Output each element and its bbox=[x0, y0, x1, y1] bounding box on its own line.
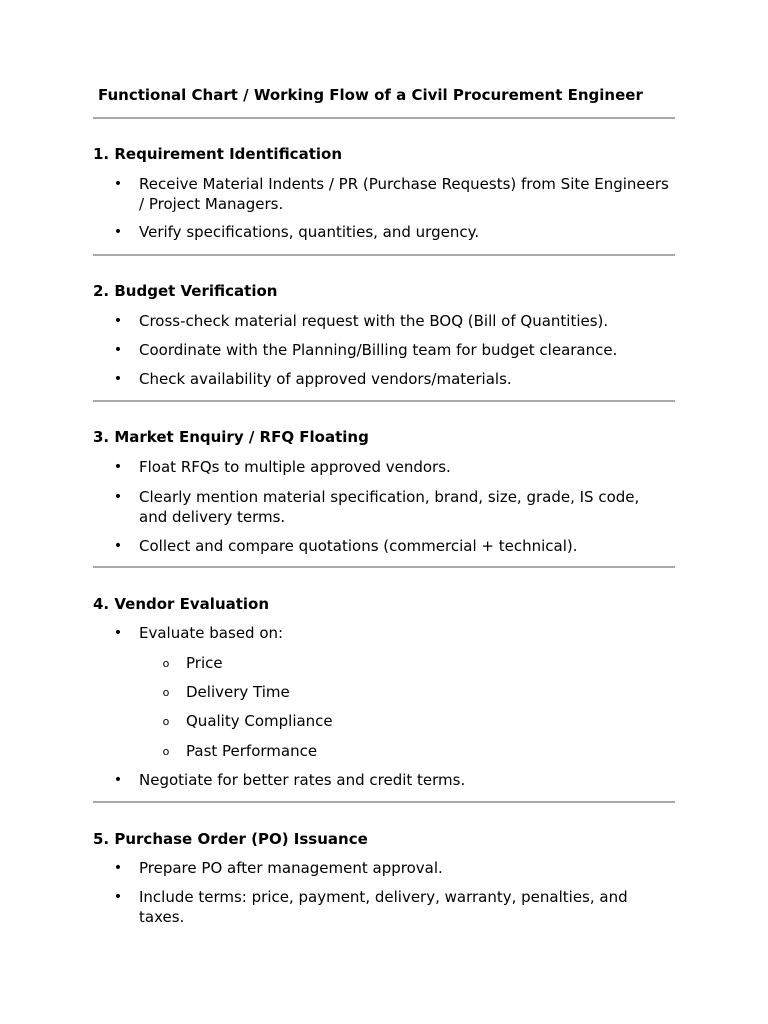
divider bbox=[93, 566, 675, 568]
circle-bullet-icon: o bbox=[162, 657, 170, 670]
list-item-text: Collect and compare quotations (commercial + technical). bbox=[139, 537, 578, 555]
document-title: Functional Chart / Working Flow of a Civil Procurement Engineer bbox=[98, 86, 643, 104]
bullet-icon: • bbox=[113, 459, 123, 475]
bullet-icon: • bbox=[113, 371, 123, 387]
list-item bbox=[113, 174, 669, 214]
sub-list-item bbox=[162, 682, 666, 702]
sub-list-item bbox=[162, 653, 666, 673]
section-heading: 5. Purchase Order (PO) Issuance bbox=[93, 830, 368, 848]
bullet-icon: • bbox=[113, 224, 123, 240]
circle-bullet-icon: o bbox=[162, 745, 170, 758]
list-item bbox=[113, 340, 669, 360]
list-item bbox=[113, 623, 669, 643]
circle-bullet-icon: o bbox=[162, 686, 170, 699]
sub-list-item-text: Past Performance bbox=[186, 742, 318, 760]
list-item-text: Prepare PO after management approval. bbox=[139, 859, 443, 877]
bullet-icon: • bbox=[113, 860, 123, 876]
section-heading: 2. Budget Verification bbox=[93, 282, 278, 300]
sub-list-item-text: Quality Compliance bbox=[186, 712, 333, 730]
bullet-icon: • bbox=[113, 538, 123, 554]
list-item-text: Evaluate based on: bbox=[139, 624, 284, 642]
list-item-text: Verify specifications, quantities, and urgency. bbox=[139, 223, 480, 241]
divider bbox=[93, 400, 675, 402]
divider bbox=[93, 801, 675, 803]
bullet-icon: • bbox=[113, 625, 123, 641]
sub-list-item-text: Delivery Time bbox=[186, 683, 290, 701]
list-item bbox=[113, 536, 669, 556]
list-item-text: Negotiate for better rates and credit terms. bbox=[139, 771, 466, 789]
list-item-text: Coordinate with the Planning/Billing team for budget clearance. bbox=[139, 341, 618, 359]
list-item-text: Clearly mention material specification, brand, size, grade, IS code, and delivery terms. bbox=[139, 488, 640, 526]
bullet-icon: • bbox=[113, 176, 123, 192]
list-item bbox=[113, 457, 669, 477]
circle-bullet-icon: o bbox=[162, 715, 170, 728]
list-item-text: Cross-check material request with the BOQ (Bill of Quantities). bbox=[139, 312, 609, 330]
bullet-icon: • bbox=[113, 889, 123, 905]
list-item bbox=[113, 487, 669, 527]
section-heading: 3. Market Enquiry / RFQ Floating bbox=[93, 428, 369, 446]
list-item-text: Float RFQs to multiple approved vendors. bbox=[139, 458, 451, 476]
section-heading: 4. Vendor Evaluation bbox=[93, 595, 270, 613]
bullet-icon: • bbox=[113, 342, 123, 358]
sub-list-item bbox=[162, 711, 666, 731]
list-item bbox=[113, 887, 669, 927]
list-item-text: Receive Material Indents / PR (Purchase Requests) from Site Engineers / Project Managers. bbox=[139, 175, 669, 213]
divider bbox=[93, 254, 675, 256]
bullet-icon: • bbox=[113, 313, 123, 329]
bullet-icon: • bbox=[113, 772, 123, 788]
list-item bbox=[113, 858, 669, 878]
list-item-text: Include terms: price, payment, delivery, warranty, penalties, and taxes. bbox=[139, 888, 628, 926]
bullet-icon: • bbox=[113, 489, 123, 505]
divider bbox=[93, 117, 675, 119]
sub-list-item bbox=[162, 741, 666, 761]
list-item bbox=[113, 311, 669, 331]
list-item-text: Check availability of approved vendors/materials. bbox=[139, 370, 512, 388]
list-item bbox=[113, 222, 669, 242]
list-item bbox=[113, 369, 669, 389]
sub-list-item-text: Price bbox=[186, 654, 223, 672]
section-heading: 1. Requirement Identification bbox=[93, 145, 342, 163]
list-item bbox=[113, 770, 669, 790]
